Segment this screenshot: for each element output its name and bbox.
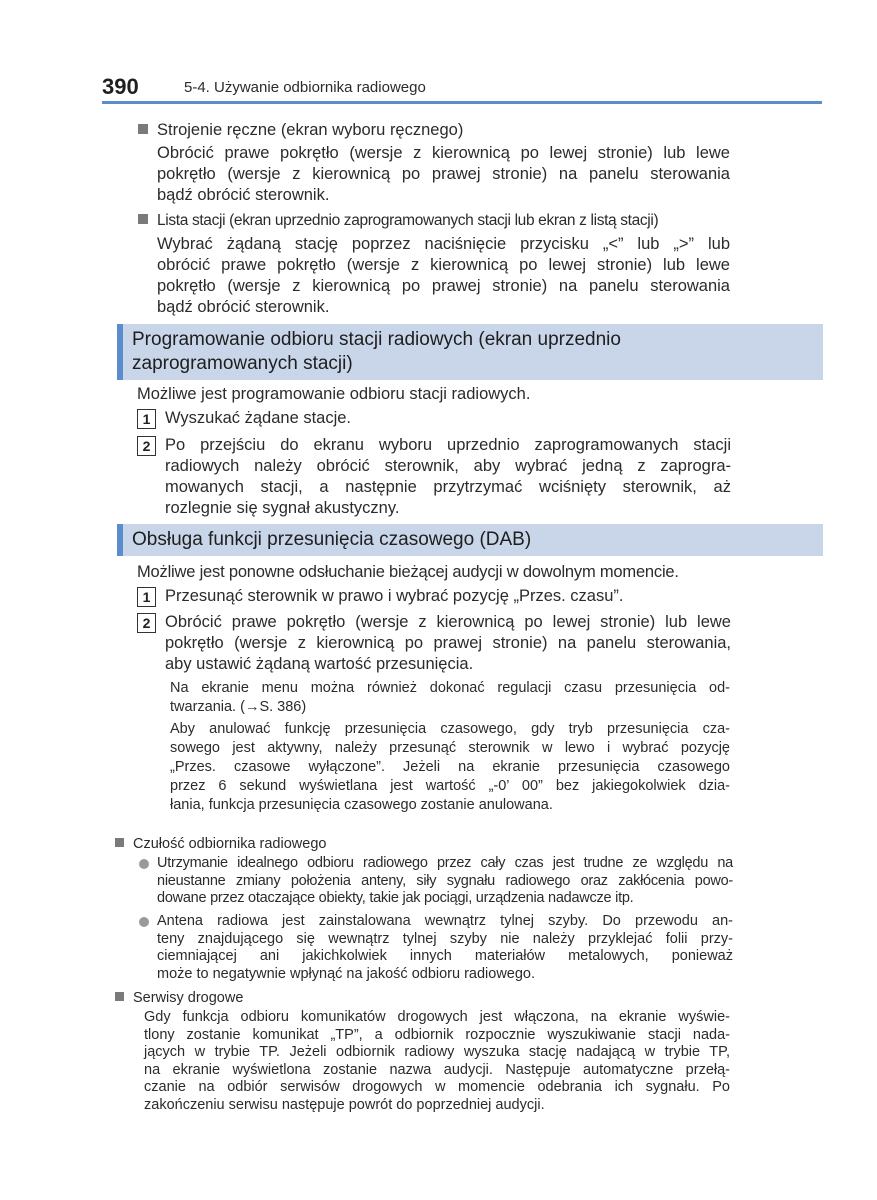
bullet-text: [157, 855, 733, 908]
heading-line: zaprogramowanych stacji): [132, 353, 353, 374]
traffic-title-text: Serwisy drogowe: [133, 990, 244, 1006]
text-line: obrócić prawe pokrętło (wersje z kierownicą po lewej stronie) lub lewe: [157, 256, 730, 274]
timeshift-section-heading: [117, 524, 823, 556]
text-line: przez 6 sekund wyświetlana jest wartość „-0’ 00” bez jakiegokolwiek dzia-: [170, 778, 730, 794]
chapter-title: 5-4. Używanie odbiornika radiowego: [184, 79, 426, 96]
step-text: Przesunąć sterownik w prawo i wybrać pozycję „Przes. czasu”.: [165, 587, 624, 605]
step-number: 1: [137, 409, 156, 429]
timeshift-note-cancel: [170, 720, 730, 815]
text-line: jących w trybie TP. Jeżeli odbiornik radiowy wyszuka stację nadającą w trybie TP,: [144, 1044, 730, 1060]
text-line: bądź obrócić sterownik.: [157, 298, 330, 316]
traffic-text: [144, 1009, 730, 1114]
text-line: łania, funkcja przesunięcia czasowego zostanie anulowana.: [170, 797, 553, 813]
heading-line: Obsługa funkcji przesunięcia czasowego (DAB): [132, 529, 532, 550]
text-line: Na ekranie menu można również dokonać regulacji czasu przesunięcia od-: [170, 680, 730, 696]
page-header: [102, 70, 822, 104]
step-number: 2: [137, 436, 156, 456]
sensitivity-title-text: Czułość odbiornika radiowego: [133, 836, 327, 852]
traffic-title: [115, 989, 243, 1007]
step-number: 2: [137, 613, 156, 633]
text-line: „Przes. czasowe wyłączone”. Jeżeli na ekranie przesunięcia czasowego: [170, 759, 730, 775]
text-line: czanie na odbiór serwisów drogowych w momencie odebrania ich sygnału. Po: [144, 1079, 730, 1095]
text-line: może to negatywnie wpłynąć na jakość odbioru radiowego.: [157, 965, 536, 982]
text-line: teny znajdującego się wewnątrz tylnej szyby nie należy przyklejać folii przy-: [157, 930, 733, 947]
text-line: Po przejściu do ekranu wyboru uprzednio zaprogramowanych stacji: [165, 436, 731, 454]
text-line: Antena radiowa jest zainstalowana wewnątrz tylnej szyby. Do przewodu an-: [157, 913, 733, 929]
step-text: [165, 612, 731, 675]
text-line: zakończeniu serwisu następuje powrót do poprzedniej audycji.: [144, 1096, 545, 1113]
station-list-title: [138, 210, 658, 231]
text-line: Obrócić prawe pokrętło (wersje z kierownicą po lewej stronie) lub lewe: [157, 144, 730, 162]
text-line: mowanych stacji, a następnie przytrzymać wciśnięty sterownik, aż: [165, 478, 731, 496]
text-line: sowego jest aktywny, należy przesunąć sterownik w lewo i wybrać pozycję: [170, 740, 730, 756]
programming-intro: Możliwe jest programowanie odbioru stacji radiowych.: [137, 385, 531, 403]
station-list-text: [157, 234, 730, 318]
text-line: rozlegnie się sygnał akustyczny.: [165, 499, 400, 517]
text-line: Wybrać żądaną stację poprzez naciśnięcie przycisku „<” lub „>” lub: [157, 235, 730, 253]
text-line: Gdy funkcja odbioru komunikatów drogowych jest włączona, na ekranie wyświe-: [144, 1009, 730, 1025]
station-list-title-text: Lista stacji (ekran uprzednio zaprogramowanych stacji lub ekran z listą stacji): [157, 212, 659, 229]
text-line: Utrzymanie idealnego odbioru radiowego przez cały czas jest trudne ze względu na: [157, 855, 733, 871]
circle-bullet-icon: [139, 917, 149, 927]
square-bullet-icon: [138, 214, 148, 224]
square-bullet-icon: [115, 992, 124, 1001]
text-line: twarzania. (→S. 386): [170, 699, 307, 715]
text-line: dowane przez otaczające obiekty, takie jak pociągi, urządzenia nadawcze itp.: [157, 890, 634, 906]
text-line: bądź obrócić sterownik.: [157, 186, 330, 204]
manual-tuning-text: [157, 143, 730, 206]
page-number: 390: [102, 74, 139, 99]
text-line: pokrętło (wersje z kierownicą po prawej stronie) na panelu sterowania: [157, 165, 730, 183]
text-line: Obrócić prawe pokrętło (wersje z kierownicą po lewej stronie) lub lewe: [165, 613, 731, 631]
text-line: Aby anulować funkcję przesunięcia czasowego, gdy tryb przesunięcia cza-: [170, 721, 730, 737]
square-bullet-icon: [115, 838, 124, 847]
text-line: tlony zostanie komunikat „TP”, a odbiornik rozpocznie wyszukiwanie stacji nada-: [144, 1026, 730, 1043]
text-line: na ekranie wyświetlona zostanie nazwa audycji. Następuje automatyczne przełą-: [144, 1061, 730, 1078]
text-line: radiowych należy obrócić sterownik, aby wybrać jedną z zaprogra-: [165, 457, 731, 475]
sensitivity-title: [115, 835, 326, 853]
step-text: [165, 435, 731, 519]
text-line: nieustanne zmiany położenia anteny, siły sygnału radiowego oraz zakłócenia powo-: [157, 872, 733, 889]
text-line: ciemniającej ani jakichkolwiek innych materiałów metalowych, ponieważ: [157, 948, 733, 964]
square-bullet-icon: [138, 124, 148, 134]
text-line: pokrętło (wersje z kierownicą po prawej stronie) na panelu sterowania: [157, 277, 730, 295]
timeshift-note-menu: [170, 679, 730, 717]
text-line: aby ustawić żądaną wartość przesunięcia.: [165, 655, 474, 673]
circle-bullet-icon: [139, 859, 149, 869]
timeshift-intro: Możliwe jest ponowne odsłuchanie bieżącej audycji w dowolnym momencie.: [137, 563, 679, 581]
step-text: Wyszukać żądane stacje.: [165, 409, 352, 427]
manual-tuning-title: [138, 120, 463, 141]
bullet-text: [157, 913, 733, 983]
text-line: pokrętło (wersje z kierownicą po prawej stronie) na panelu sterowania,: [165, 634, 731, 652]
heading-line: Programowanie odbioru stacji radiowych (ekran uprzednio: [132, 329, 621, 350]
step-number: 1: [137, 587, 156, 607]
header-rule: [102, 101, 822, 104]
programming-section-heading: [117, 324, 823, 380]
manual-tuning-title-text: Strojenie ręczne (ekran wyboru ręcznego): [157, 121, 464, 139]
